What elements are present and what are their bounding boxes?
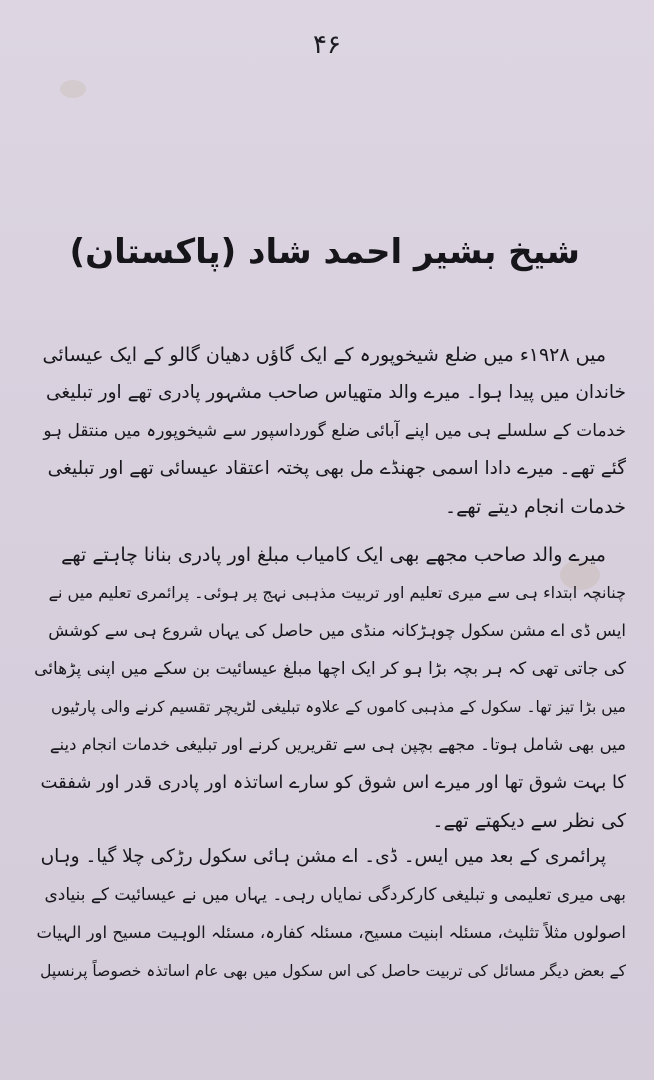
text-line: خدمات انجام دیتے تھے۔ — [444, 496, 626, 518]
text-line: میں بھی شامل ہوتا۔ مجھے بچپن ہی سے تقریریں کرنے اور تبلیغی خدمات انجام دینے — [49, 735, 626, 754]
text-line: میرے والد صاحب مجھے بھی ایک کامیاب مبلغ اور پادری بنانا چاہتے تھے — [61, 544, 606, 566]
page-number: ۴۶ — [313, 30, 341, 60]
text-line: اصولوں مثلاً تثلیث، مسئلہ ابنیت مسیح، مسئلہ کفارہ، مسئلہ الوہیت مسیح اور الہیات — [36, 923, 626, 942]
text-line: میں بڑا تیز تھا۔ سکول کے مذہبی کاموں کے علاوہ تبلیغی لٹریچر تقسیم کرنے والی پارٹیوں — [50, 698, 626, 716]
text-line: گئے تھے۔ میرے دادا اسمی جھنڈے مل بھی پختہ اعتقاد عیسائی تھے اور تبلیغی — [47, 458, 626, 479]
text-line: کی نظر سے دیکھتے تھے۔ — [432, 810, 626, 832]
text-line: خاندان میں پیدا ہوا۔ میرے والد متھیاس صاحب مشہور پادری تھے اور تبلیغی — [46, 382, 626, 403]
text-line: بھی میری تعلیمی و تبلیغی کارکردگی نمایاں رہی۔ یہاں میں نے عیسائیت کے بنیادی — [44, 885, 626, 905]
text-line: خدمات کے سلسلے ہی میں اپنے آبائی ضلع گورداسپور سے شیخوپورہ میں منتقل ہو — [43, 421, 626, 441]
text-line: میں ۱۹۲۸ء میں ضلع شیخوپورہ کے ایک گاؤں دھیان گالو کے ایک عیسائی — [42, 344, 606, 366]
text-line: پرائمری کے بعد میں ایس۔ ڈی۔ اے مشن ہائی سکول رڑکی چلا گیا۔ وہاں — [40, 846, 606, 867]
paragraph-3 — [34, 838, 626, 990]
chapter-title: شیخ بشیر احمد شاد (پاکستان) — [69, 232, 580, 272]
text-line: کی جاتی تھی کہ ہر بچہ بڑا ہو کر ایک اچھا مبلغ عیسائیت بن سکے میں اپنی پڑھائی — [34, 659, 626, 679]
paragraph-2 — [34, 536, 626, 840]
paper-stain — [60, 80, 86, 98]
paragraph-1 — [34, 336, 626, 526]
text-line: کا بہت شوق تھا اور میرے اس شوق کو سارے اساتذہ اور پادری قدر اور شفقت — [40, 772, 626, 793]
text-line: چنانچہ ابتداء ہی سے میری تعلیم اور تربیت مذہبی نہج پر ہوئی۔ پرائمری تعلیم میں نے — [48, 583, 626, 602]
text-line: ایس ڈی اے مشن سکول چوہڑکانہ منڈی میں حاصل کی یہاں شروع ہی سے کوشش — [48, 621, 626, 640]
text-line: کے بعض دیگر مسائل کی تربیت حاصل کی اس سکول میں بھی عام اساتذہ خصوصاً پرنسپل — [40, 962, 626, 980]
